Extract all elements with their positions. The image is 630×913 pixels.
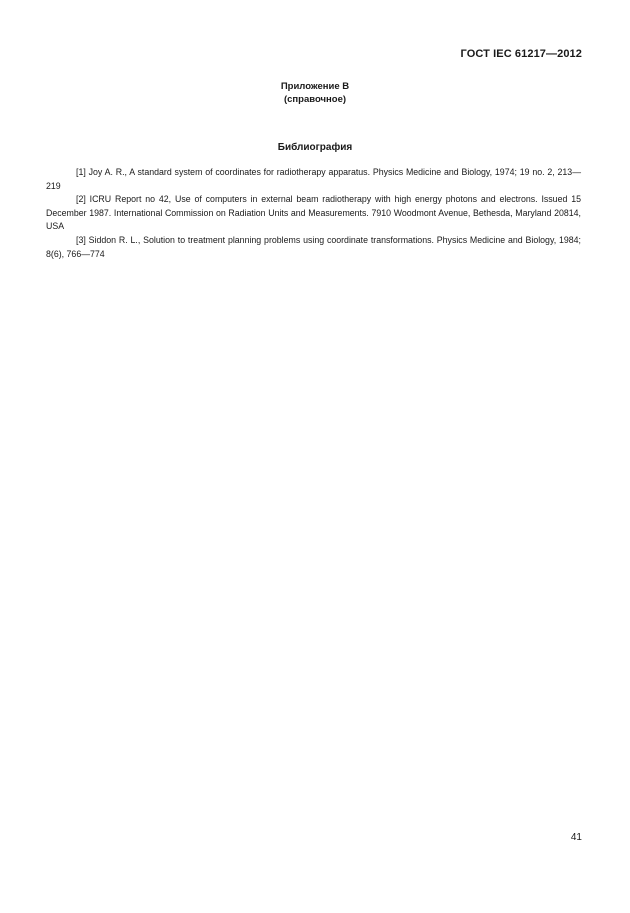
page-number: 41 [570,832,582,843]
annex-title: Приложение В [280,81,350,92]
bibliography-entry: [2] ICRU Report no 42, Use of computers in external beam radiotherapy with high energy photons and electrons. Issued 15 December 1987. International Commission on Radiation Units and Measurements. 7910 Woodmont Avenue, Bethesda, Maryland 20814, USA [46,194,581,232]
annex-subtitle: (справочное) [283,94,347,105]
bibliography-list [46,166,581,261]
bibliography-title: Библиография [277,142,353,153]
annex-heading [0,80,630,106]
document-standard-header: ГОСТ IEC 61217—2012 [460,48,582,60]
bibliography-entry: [3] Siddon R. L., Solution to treatment planning problems using coordinate transformations. Physics Medicine and Biology, 1984; 8(6), 766—774 [46,234,581,259]
bibliography-entry: [1] Joy A. R., A standard system of coordinates for radiotherapy apparatus. Physics Medicine and Biology, 1974; 19 no. 2, 213—219 [46,167,581,191]
